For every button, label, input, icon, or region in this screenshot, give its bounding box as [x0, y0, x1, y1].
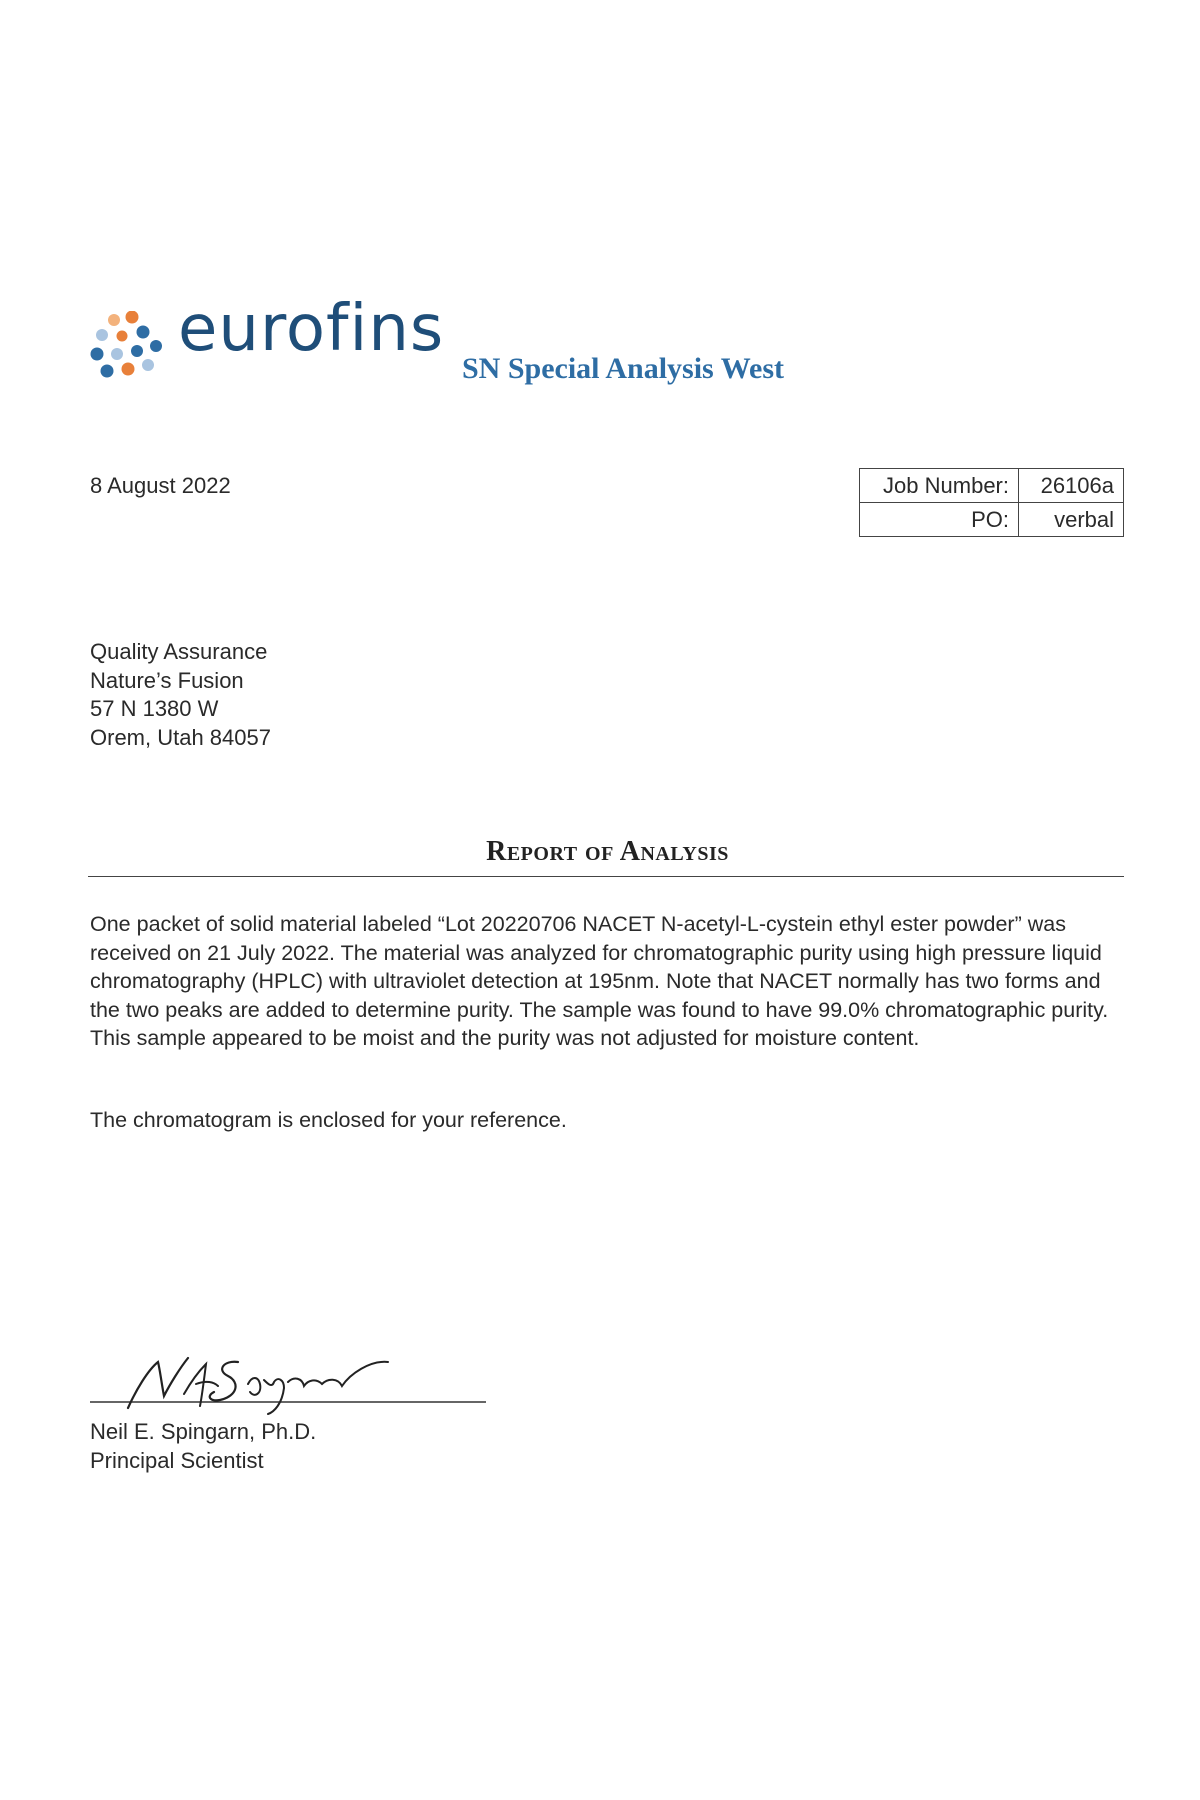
report-date: 8 August 2022: [90, 473, 231, 498]
job-info-table: [859, 468, 1124, 537]
job-number-label: Job Number:: [860, 469, 1019, 503]
job-number-row: [860, 469, 1124, 503]
report-body: One packet of solid material labeled “Lot 20220706 NACET N-acetyl-L-cystein ethyl ester powder” was received on 21 July 2022. The material was analyzed for chromatographic purity using high pressure liquid chromatography (HPLC) with ultraviolet detection at 195nm. Note that NACET normally has two forms and the two peaks are added to determine purity. The sample was found to have 99.0% chromatographic purity. This sample appeared to be moist and the purity was not adjusted for moisture content.: [90, 912, 1109, 1050]
job-number-value: 26106a: [1019, 469, 1124, 503]
address-line-city: Orem, Utah 84057: [90, 724, 271, 750]
po-row: [860, 503, 1124, 537]
signatory-block: [90, 1418, 316, 1475]
report-closing: The chromatogram is enclosed for your reference.: [90, 1108, 567, 1132]
eurofins-logo: [90, 292, 870, 395]
heading-divider: [88, 876, 1124, 877]
report-heading: Report of Analysis: [486, 836, 729, 867]
division-name: SN Special Analysis West: [462, 352, 785, 385]
handwritten-signature: [88, 1340, 488, 1420]
address-line-street: 57 N 1380 W: [90, 696, 219, 721]
signatory-title: Principal Scientist: [90, 1447, 264, 1473]
molecule-dots-icon: [90, 311, 165, 386]
po-label: PO:: [860, 503, 1019, 537]
address-line-company: Nature’s Fusion: [90, 667, 244, 693]
recipient-address: [90, 638, 271, 752]
address-line-department: Quality Assurance: [90, 639, 268, 664]
signatory-name: Neil E. Spingarn, Ph.D.: [90, 1419, 317, 1444]
brand-wordmark: eurofins: [178, 292, 445, 366]
po-value: verbal: [1019, 503, 1124, 537]
